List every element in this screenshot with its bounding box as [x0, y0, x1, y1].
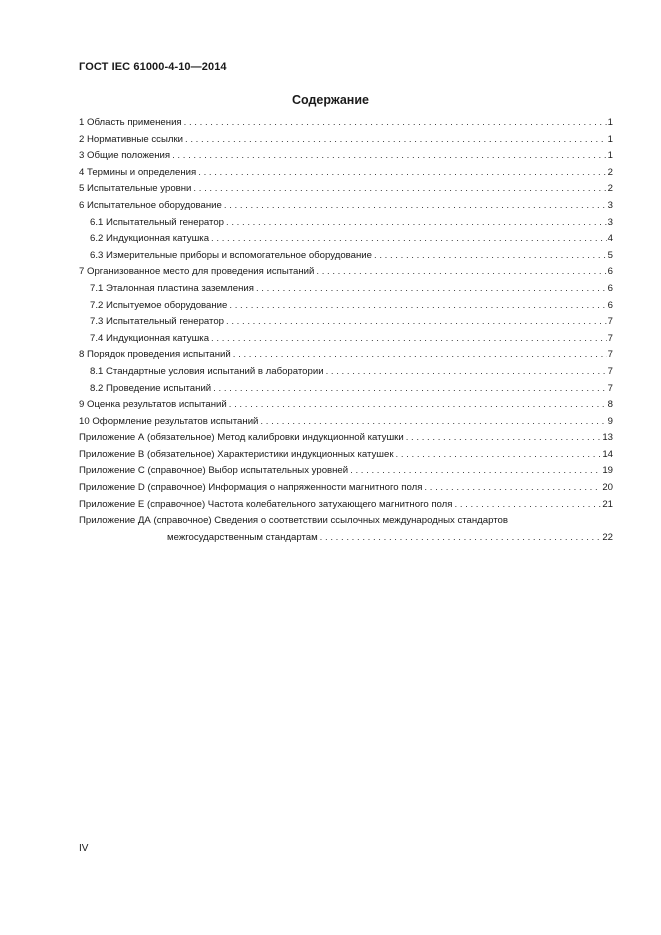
- toc-entry[interactable]: [79, 347, 613, 364]
- toc-entry-page: 1: [607, 132, 613, 149]
- toc-entry[interactable]: [79, 132, 613, 149]
- toc-entry-page: 14: [601, 447, 613, 464]
- page-number: IV: [79, 843, 89, 854]
- toc-entry[interactable]: [79, 430, 613, 447]
- toc-entry[interactable]: [79, 248, 613, 265]
- toc-entry-label: 5 Испытательные уровни: [79, 181, 193, 198]
- toc-entry-label: 7 Организованное место для проведения испытаний: [79, 264, 316, 281]
- toc-leader-dots: [256, 281, 607, 298]
- toc-entry-label-continued: межгосударственным стандартам: [167, 530, 320, 547]
- toc-entry-label: 8.2 Проведение испытаний: [79, 381, 213, 398]
- toc-entry-page: 3: [607, 198, 613, 215]
- toc-entry-page: 6: [607, 281, 613, 298]
- toc-entry-page: 7: [607, 381, 613, 398]
- toc-entry[interactable]: [79, 115, 613, 132]
- toc-entry[interactable]: [79, 414, 613, 431]
- table-of-contents: [79, 115, 613, 547]
- toc-leader-dots: [233, 347, 607, 364]
- toc-entry[interactable]: [79, 480, 613, 497]
- toc-entry-page: 7: [607, 331, 613, 348]
- toc-entry-page: 7: [607, 364, 613, 381]
- toc-entry[interactable]: [79, 215, 613, 232]
- toc-entry-label: Приложение С (справочное) Выбор испытательных уровней: [79, 463, 350, 480]
- toc-leader-dots: [211, 231, 607, 248]
- toc-entry-page: 5: [607, 248, 613, 265]
- toc-leader-dots: [229, 397, 607, 414]
- toc-entry-label: Приложение В (обязательное) Характеристики индукционных катушек: [79, 447, 396, 464]
- toc-entry[interactable]: [79, 198, 613, 215]
- toc-entry-appendix-da[interactable]: [79, 513, 613, 547]
- toc-entry-page: 21: [601, 497, 613, 514]
- toc-entry-label: 10 Оформление результатов испытаний: [79, 414, 260, 431]
- toc-entry[interactable]: [79, 331, 613, 348]
- toc-leader-dots: [320, 530, 602, 547]
- toc-entry-page: 1: [607, 148, 613, 165]
- toc-entry-label: Приложение Е (справочное) Частота колебательного затухающего магнитного поля: [79, 497, 454, 514]
- toc-entry-label: 6.3 Измерительные приборы и вспомогательное оборудование: [79, 248, 374, 265]
- toc-entry[interactable]: [79, 381, 613, 398]
- toc-entry-label: 7.3 Испытательный генератор: [79, 314, 226, 331]
- toc-leader-dots: [213, 381, 606, 398]
- toc-entry-page: 20: [601, 480, 613, 497]
- toc-entry-page: 6: [607, 264, 613, 281]
- toc-entry-page: 2: [607, 165, 613, 182]
- toc-entry-label: 8 Порядок проведения испытаний: [79, 347, 233, 364]
- toc-entry-label: 1 Область применения: [79, 115, 184, 132]
- toc-entry-label: 2 Нормативные ссылки: [79, 132, 185, 149]
- toc-entry[interactable]: [79, 298, 613, 315]
- toc-leader-dots: [316, 264, 606, 281]
- toc-entry[interactable]: [79, 314, 613, 331]
- toc-entry-label: Приложение ДА (справочное) Сведения о соответствии ссылочных международных стандартов: [79, 515, 508, 527]
- toc-entry-page: 1: [607, 115, 613, 132]
- toc-leader-dots: [193, 181, 606, 198]
- toc-entry[interactable]: [79, 231, 613, 248]
- toc-entry-page: 2: [607, 181, 613, 198]
- toc-leader-dots: [224, 198, 607, 215]
- toc-leader-dots: [350, 463, 601, 480]
- toc-entry-page: 7: [607, 314, 613, 331]
- toc-entry[interactable]: [79, 447, 613, 464]
- toc-leader-dots: [229, 298, 606, 315]
- toc-entry-page: 6: [607, 298, 613, 315]
- toc-entry-page: 22: [601, 530, 613, 547]
- toc-leader-dots: [172, 148, 607, 165]
- toc-leader-dots: [185, 132, 607, 149]
- toc-entry-label: 3 Общие положения: [79, 148, 172, 165]
- toc-entry-label: 7.4 Индукционная катушка: [79, 331, 211, 348]
- toc-entry-page: 13: [601, 430, 613, 447]
- toc-entry-label: 8.1 Стандартные условия испытаний в лаборатории: [79, 364, 326, 381]
- toc-entry[interactable]: [79, 497, 613, 514]
- toc-leader-dots: [211, 331, 607, 348]
- toc-entry[interactable]: [79, 281, 613, 298]
- toc-entry-label: Приложение А (обязательное) Метод калибровки индукционной катушки: [79, 430, 406, 447]
- toc-entry-label: 7.2 Испытуемое оборудование: [79, 298, 229, 315]
- toc-entry-label: 7.1 Эталонная пластина заземления: [79, 281, 256, 298]
- standard-code-header: ГОСТ IEC 61000-4-10—2014: [79, 61, 227, 73]
- toc-leader-dots: [454, 497, 601, 514]
- toc-leader-dots: [406, 430, 602, 447]
- toc-leader-dots: [396, 447, 602, 464]
- toc-entry-label: 9 Оценка результатов испытаний: [79, 397, 229, 414]
- toc-entry-page: 7: [607, 347, 613, 364]
- toc-leader-dots: [226, 215, 607, 232]
- toc-entry-label: 6.2 Индукционная катушка: [79, 231, 211, 248]
- toc-leader-dots: [226, 314, 607, 331]
- toc-leader-dots: [198, 165, 606, 182]
- toc-entry-page: 4: [607, 231, 613, 248]
- toc-entry-label: 6.1 Испытательный генератор: [79, 215, 226, 232]
- toc-entry-label: 4 Термины и определения: [79, 165, 198, 182]
- toc-leader-dots: [326, 364, 607, 381]
- toc-entry-label: 6 Испытательное оборудование: [79, 198, 224, 215]
- toc-leader-dots: [424, 480, 601, 497]
- toc-entry[interactable]: [79, 264, 613, 281]
- toc-entry[interactable]: [79, 463, 613, 480]
- toc-entry-page: 19: [601, 463, 613, 480]
- toc-entry-label: Приложение D (справочное) Информация о напряженности магнитного поля: [79, 480, 424, 497]
- toc-entry[interactable]: [79, 148, 613, 165]
- toc-entry-page: 3: [607, 215, 613, 232]
- toc-leader-dots: [374, 248, 607, 265]
- toc-entry[interactable]: [79, 397, 613, 414]
- toc-entry-page: 8: [607, 397, 613, 414]
- toc-entry[interactable]: [79, 364, 613, 381]
- toc-title: Содержание: [291, 93, 369, 107]
- toc-leader-dots: [260, 414, 606, 431]
- toc-entry-page: 9: [607, 414, 613, 431]
- toc-entry[interactable]: [79, 181, 613, 198]
- toc-leader-dots: [184, 115, 607, 132]
- toc-entry[interactable]: [79, 165, 613, 182]
